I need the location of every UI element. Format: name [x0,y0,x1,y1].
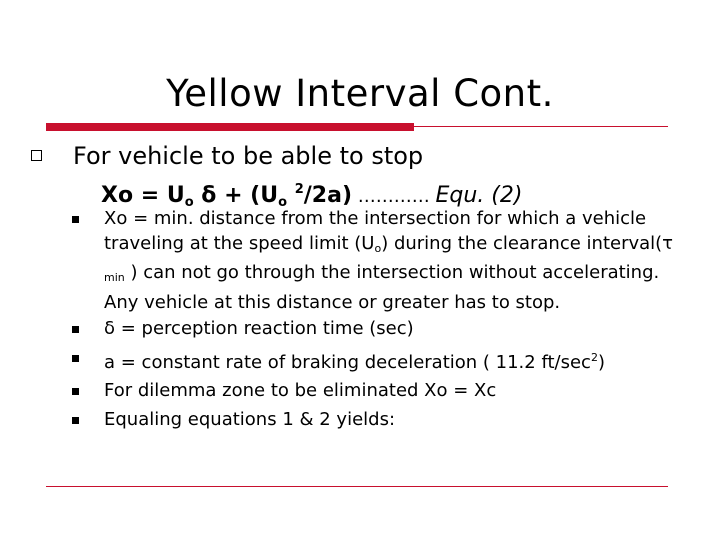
title-underline-thick [46,123,414,131]
bullet-2-text: δ = perception reaction time (sec) [104,318,414,339]
bullet-1-text-b: ) during the clearance interval(τ [381,232,674,254]
bullet-3-text-a: a = constant rate of braking deceleration ( 11.2 ft/sec [104,351,591,373]
bullet-4-text: For dilemma zone to be eliminated Xo = Xc [104,380,497,401]
bullet-1-sub2: min [104,271,125,284]
footer-rule [46,486,668,487]
filled-square-bullet-icon [72,417,79,424]
list-item [104,408,694,433]
title-underline-thin [414,126,668,127]
bullet-1-sub: o [374,241,382,255]
eq-sup: 2 [294,182,304,197]
eq-sub-2: o [278,195,288,210]
main-point-text: For vehicle to be able to stop [73,142,424,170]
bullet-3-sup: 2 [590,350,598,364]
eq-rhs: /2a) [303,183,352,208]
filled-square-bullet-icon [72,388,79,395]
filled-square-bullet-icon [72,355,79,362]
eq-lhs: Xo = U [101,183,185,208]
hollow-square-bullet-icon [31,150,42,161]
bullet-5-text: Equaling equations 1 & 2 yields: [104,408,396,430]
bullet-1-text-a: Xo = min. distance from the intersection for which a vehicle traveling at the speed limit (U [104,208,647,254]
eq-mid-2 [287,183,295,208]
sub-bullet-list [104,207,694,432]
bullet-1-text-c: ) can not go through the intersection without accelerating. Any vehicle at this distance or greater has to stop. [104,262,660,313]
list-item [104,379,694,404]
filled-square-bullet-icon [72,326,79,333]
list-item [104,317,694,342]
eq-mid-1: δ + (U [193,183,279,208]
list-item [104,346,694,376]
list-item [104,207,694,315]
eq-dots: ………… [352,186,436,207]
eq-label: Equ. (2) [435,183,523,208]
filled-square-bullet-icon [72,216,79,223]
slide-title: Yellow Interval Cont. [166,72,554,115]
bullet-3-text-b: ) [597,351,605,373]
eq-sub-1: o [184,195,194,210]
